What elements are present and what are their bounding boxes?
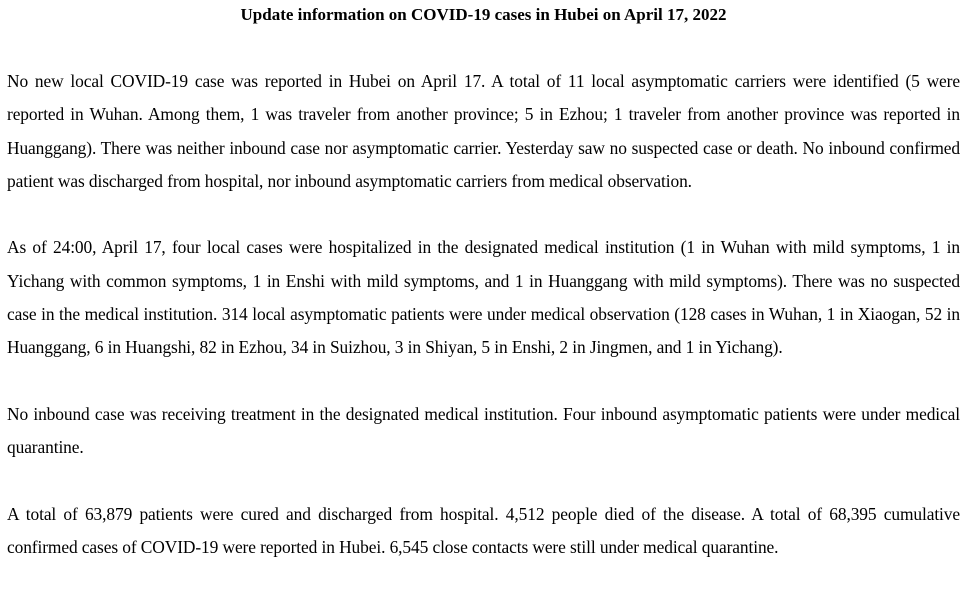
paragraph-new-cases: No new local COVID-19 case was reported in Hubei on April 17. A total of 11 local asymptomatic carriers were identified (5 were reported in Wuhan. Among them, 1 was traveler from another province; 5 in Ezhou; 1 traveler from another province was reported in Huanggang). There was neither inbound case nor asymptomatic carrier. Yesterday saw no suspected case or death. No inbound confirmed patient was discharged from hospital, nor inbound asymptomatic carriers from medical observation.: [7, 71, 960, 191]
paragraph-inbound: No inbound case was receiving treatment in the designated medical institution. Four inbound asymptomatic patients were under medical quarantine.: [7, 403, 960, 458]
paragraph-totals: A total of 63,879 patients were cured and discharged from hospital. 4,512 people died of the disease. A total of 68,395 cumulative confirmed cases of COVID-19 were reported in Hubei. 6,545 close contacts were still under medical quarantine.: [7, 503, 960, 558]
document-title: Update information on COVID-19 cases in Hubei on April 17, 2022: [240, 5, 727, 24]
paragraph-hospitalized: As of 24:00, April 17, four local cases were hospitalized in the designated medical institution (1 in Wuhan with mild symptoms, 1 in Yichang with common symptoms, 1 in Enshi with mild symptoms, and 1 in Huanggang with mild symptoms). There was no suspected case in the medical institution. 314 local asymptomatic patients were under medical observation (128 cases in Wuhan, 1 in Xiaogan, 52 in Huanggang, 6 in Huangshi, 82 in Ezhou, 34 in Suizhou, 3 in Shiyan, 5 in Enshi, 2 in Jingmen, and 1 in Yichang).: [7, 237, 960, 358]
